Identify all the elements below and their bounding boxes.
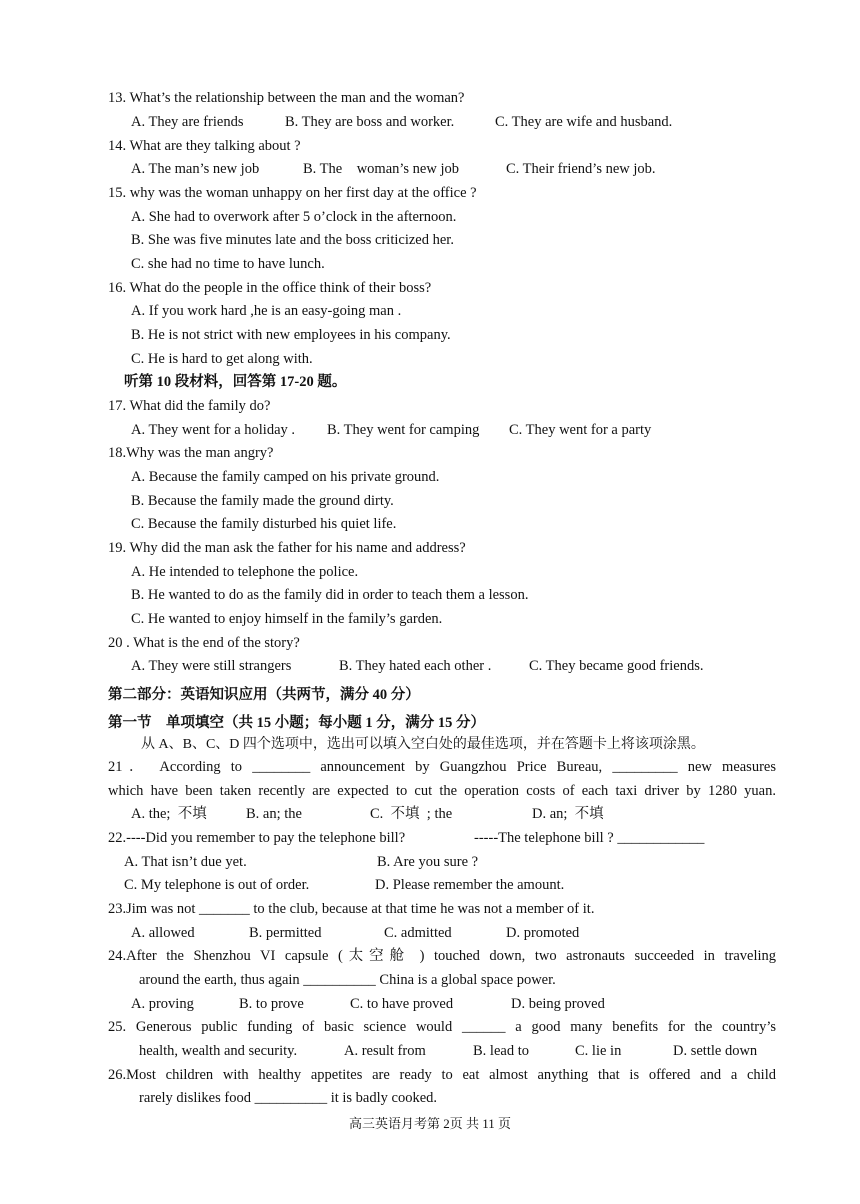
option-17c: C. They went for a party	[509, 422, 652, 438]
option-25c: C. lie in	[575, 1043, 622, 1059]
question-21-line1: 21． According to ________ announcement by Guangzhou Price Bureau, _________ new measures	[108, 759, 776, 775]
option-23d: D. promoted	[506, 925, 580, 941]
option-25a: A. result from	[344, 1043, 426, 1059]
option-21c: C. 不填 ; the	[370, 806, 453, 822]
option-24b: B. to prove	[239, 996, 304, 1012]
option-21b: B. an; the	[246, 806, 302, 822]
option-18a: A. Because the family camped on his private ground.	[131, 469, 440, 485]
page-footer: 高三英语月考第 2页 共 11 页	[348, 1116, 512, 1131]
instructions: 从 A、B、C、D 四个选项中，选出可以填入空白处的最佳选项，并在答题卡上将该项涂黑。	[141, 737, 705, 752]
question-26-line1: 26.Most children with healthy appetites are ready to eat almost anything that is offered and a child	[108, 1067, 776, 1083]
option-20b: B. They hated each other .	[339, 658, 492, 674]
question-26-line2: rarely dislikes food __________ it is badly cooked.	[139, 1090, 438, 1106]
question-20: 20 . What is the end of the story?	[108, 635, 300, 651]
option-22d: D. Please remember the amount.	[375, 877, 565, 893]
section-heading-material-10: 听第 10 段材料，回答第 17-20 题。	[124, 374, 347, 390]
question-23: 23.Jim was not _______ to the club, because at that time he was not a member of it.	[108, 901, 595, 917]
option-22b: B. Are you sure ?	[377, 854, 479, 870]
option-23c: C. admitted	[384, 925, 452, 941]
option-16a: A. If you work hard ,he is an easy-going man .	[131, 303, 402, 319]
option-22a: A. That isn’t due yet.	[124, 854, 247, 870]
option-18b: B. Because the family made the ground dirty.	[131, 493, 394, 509]
option-14b: B. The woman’s new job	[303, 161, 459, 177]
option-23b: B. permitted	[249, 925, 322, 941]
option-16b: B. He is not strict with new employees in his company.	[131, 327, 451, 343]
option-24c: C. to have proved	[350, 996, 454, 1012]
option-21a: A. the; 不填	[131, 806, 207, 822]
option-22c: C. My telephone is out of order.	[124, 877, 310, 893]
option-16c: C. He is hard to get along with.	[131, 351, 313, 367]
question-14: 14. What are they talking about ?	[108, 138, 301, 154]
option-20c: C. They became good friends.	[529, 658, 704, 674]
question-21-line2: which have been taken recently are expected to cut the operation costs of each taxi driver by 1280 yuan.	[108, 783, 776, 799]
option-15a: A. She had to overwork after 5 o’clock in the afternoon.	[131, 209, 457, 225]
option-15c: C. she had no time to have lunch.	[131, 256, 325, 272]
question-24-line1: 24.After the Shenzhou VI capsule (太空舱 ) touched down, two astronauts succeeded in traveling	[108, 948, 776, 964]
option-25d: D. settle down	[673, 1043, 758, 1059]
option-17a: A. They went for a holiday .	[131, 422, 296, 438]
option-24d: D. being proved	[511, 996, 605, 1012]
option-13a: A. They are friends	[131, 114, 244, 130]
question-17: 17. What did the family do?	[108, 398, 271, 414]
question-15: 15. why was the woman unhappy on her first day at the office ?	[108, 185, 477, 201]
option-19b: B. He wanted to do as the family did in order to teach them a lesson.	[131, 587, 529, 603]
option-14c: C. Their friend’s new job.	[506, 161, 656, 177]
option-15b: B. She was five minutes late and the boss criticized her.	[131, 232, 454, 248]
option-23a: A. allowed	[131, 925, 195, 941]
option-14a: A. The man’s new job	[131, 161, 260, 177]
option-19a: A. He intended to telephone the police.	[131, 564, 359, 580]
option-21d: D. an; 不填	[532, 806, 604, 822]
question-13: 13. What’s the relationship between the man and the woman?	[108, 90, 465, 106]
option-24a: A. proving	[131, 996, 194, 1012]
question-25-line1: 25. Generous public funding of basic science would ______ a good many benefits for the country’s	[108, 1019, 776, 1035]
question-22: 22.----Did you remember to pay the telephone bill?	[108, 830, 406, 846]
question-18: 18.Why was the man angry?	[108, 445, 274, 461]
option-25b: B. lead to	[473, 1043, 529, 1059]
section-one-heading: 第一节 单项填空（共 15 小题；每小题 1 分，满分 15 分）	[108, 715, 485, 731]
option-18c: C. Because the family disturbed his quiet life.	[131, 516, 397, 532]
question-22-reply: -----The telephone bill ? ____________	[474, 830, 705, 846]
option-13b: B. They are boss and worker.	[285, 114, 455, 130]
question-24-line2: around the earth, thus again __________ China is a global space power.	[139, 972, 556, 988]
question-16: 16. What do the people in the office think of their boss?	[108, 280, 432, 296]
option-17b: B. They went for camping	[327, 422, 480, 438]
part-two-heading: 第二部分：英语知识应用（共两节，满分 40 分）	[108, 687, 420, 703]
option-13c: C. They are wife and husband.	[495, 114, 673, 130]
question-25-line2: health, wealth and security.	[139, 1043, 298, 1059]
option-19c: C. He wanted to enjoy himself in the family’s garden.	[131, 611, 443, 627]
option-20a: A. They were still strangers	[131, 658, 292, 674]
question-19: 19. Why did the man ask the father for his name and address?	[108, 540, 466, 556]
